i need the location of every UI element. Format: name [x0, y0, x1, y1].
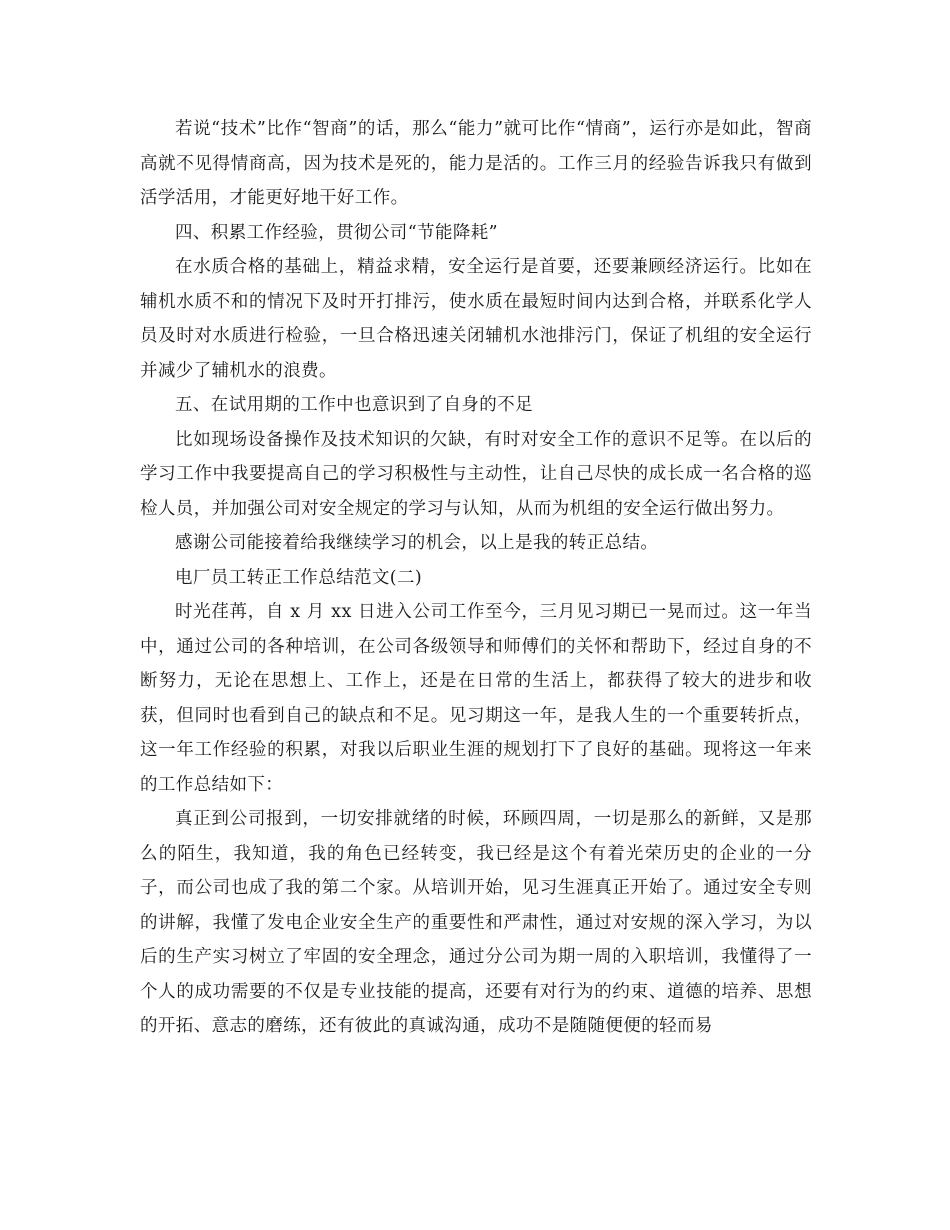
paragraph-water-quality: 在水质合格的基础上，精益求精，安全运行是首要，还要兼顾经济运行。比如在辅机水质不和的情况下及时开打排污，使水质在最短时间内达到合格，并联系化学人员及时对水质进行检验，一旦合格迅速关闭辅机水池排污门，保证了机组的安全运行并减少了辅机水的浪费。	[140, 257, 812, 381]
paragraph-technique-vs-ability: 若说“技术”比作“智商”的话，那么“能力”就可比作“情商”，运行亦是如此，智商高就不见得情商高，因为技术是死的，能力是活的。工作三月的经验告诉我只有做到活学活用，才能更好地干好工作。	[140, 119, 812, 208]
paragraph-time-flies: 时光荏苒，自 x 月 xx 日进入公司工作至今，三月见习期已一晃而过。这一年当中，通过公司的各种培训，在公司各级领导和师傅们的关怀和帮助下，经过自身的不断努力，无论在思想上、工作上，还是在日常的生活上，都获得了较大的进步和收获，但同时也看到自己的缺点和不足。见习期这一年，是我人生的一个重要转折点，这一年工作经验的积累，对我以后职业生涯的规划打下了良好的基础。现将这一年来的工作总结如下：	[140, 602, 812, 795]
paragraph-shortcomings: 比如现场设备操作及技术知识的欠缺，有时对安全工作的意识不足等。在以后的学习工作中我要提高自己的学习积极性与主动性，让自己尽快的成长成一名合格的巡检人员，并加强公司对安全规定的学习与认知，从而为机组的安全运行做出努力。	[140, 429, 812, 519]
document-page	[140, 112, 812, 1044]
heading-section-four: 四、积累工作经验，贯彻公司“节能降耗”	[175, 222, 498, 243]
heading-sample-two: 电厂员工转正工作总结范文(二)	[175, 567, 423, 588]
paragraph-thanks: 感谢公司能接着给我继续学习的机会，以上是我的转正总结。	[175, 533, 659, 553]
paragraph-reporting-to-company: 真正到公司报到，一切安排就绪的时候，环顾四周，一切是那么的新鲜，又是那么的陌生，我知道，我的角色已经转变，我已经是这个有着光荣历史的企业的一分子，而公司也成了我的第二个家。从培训开始，见习生涯真正开始了。通过安全专则的讲解，我懂了发电企业安全生产的重要性和严肃性，通过对安规的深入学习，为以后的生产实习树立了牢固的安全理念，通过分公司为期一周的入职培训，我懂得了一个人的成功需要的不仅是专业技能的提高，还要有对行为的约束、道德的培养、思想的开拓、意志的磨练，还有彼此的真诚沟通，成功不是随随便便的轻而易	[140, 809, 812, 1036]
heading-section-five: 五、在试用期的工作中也意识到了自身的不足	[175, 395, 533, 415]
